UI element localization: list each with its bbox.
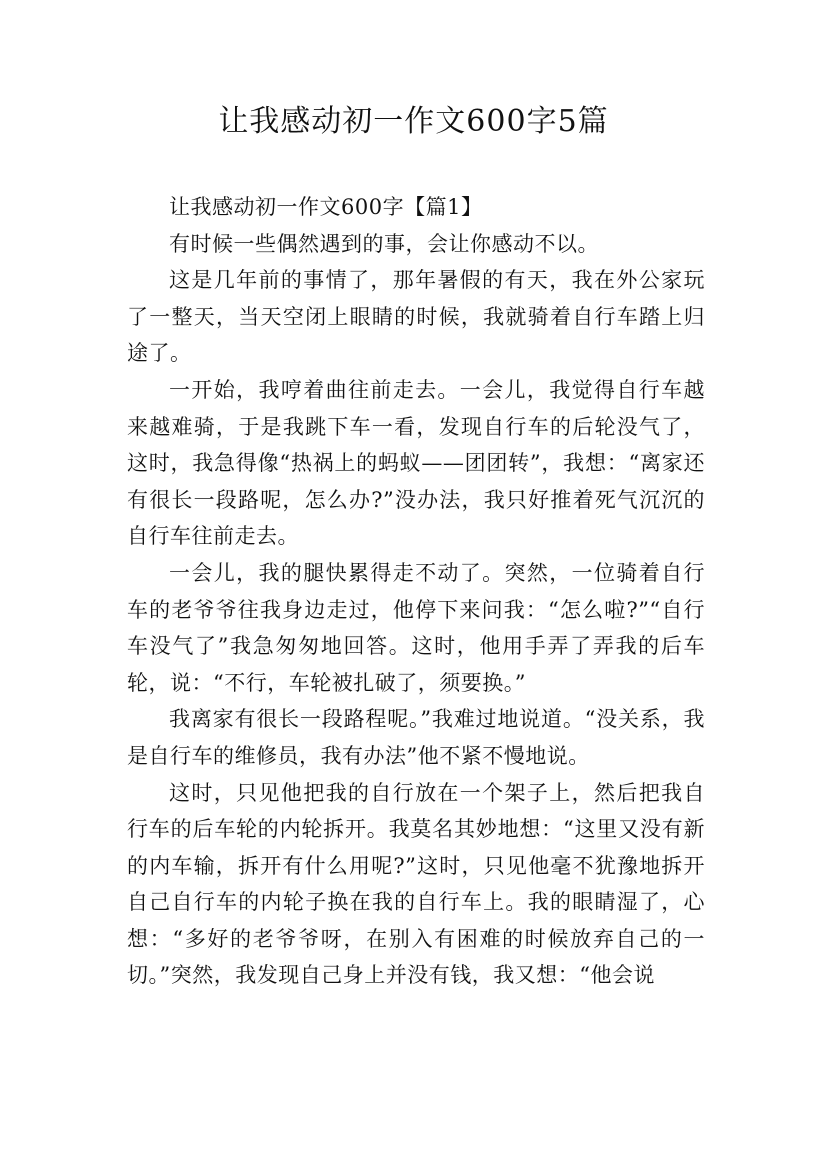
paragraph: 有时候一些偶然遇到的事，会让你感动不以。 — [169, 231, 599, 256]
paragraph: 一开始，我哼着曲往前走去。一会儿，我觉得自行车越来越难骑，于是我跳下车一看，发现自行车的后轮没气了，这时，我急得像“热祸上的蚂蚁——团团转”，我想：“离家还有很长一段路呢，怎么办?”没办法，我只好推着死气沉沉的自行车往前走去。 — [127, 377, 705, 549]
section-heading: 让我感动初一作文600字【篇1】 — [169, 195, 483, 219]
paragraph: 一会儿，我的腿快累得走不动了。突然，一位骑着自行车的老爷爷往我身边走过，他停下来问我：“怎么啦?”“自行车没气了”我急匆匆地回答。这时，他用手弄了弄我的后车轮，说：“不行，车轮被扎破了，须要换。” — [127, 560, 705, 695]
paragraph: 这时，只见他把我的自行放在一个架子上，然后把我自行车的后车轮的内轮拆开。我莫名其妙地想：“这里又没有新的内车输，拆开有什么用呢?”这时，只见他毫不犹豫地拆开自己自行车的内轮子换在我的自行车上。我的眼睛湿了，心想：“多好的老爷爷呀，在别入有困难的时候放弃自己的一切。”突然，我发现自己身上并没有钱，我又想：“他会说 — [127, 780, 705, 988]
paragraph: 我离家有很长一段路程呢。”我难过地说道。“没关系，我是自行车的维修员，我有办法”他不紧不慢地说。 — [127, 707, 705, 768]
document-body — [127, 189, 705, 994]
paragraph: 这是几年前的事情了，那年暑假的有天，我在外公家玩了一整天，当天空闭上眼睛的时候，我就骑着自行车踏上归途了。 — [127, 268, 705, 366]
document-title: 让我感动初一作文600字5篇 — [218, 104, 609, 139]
